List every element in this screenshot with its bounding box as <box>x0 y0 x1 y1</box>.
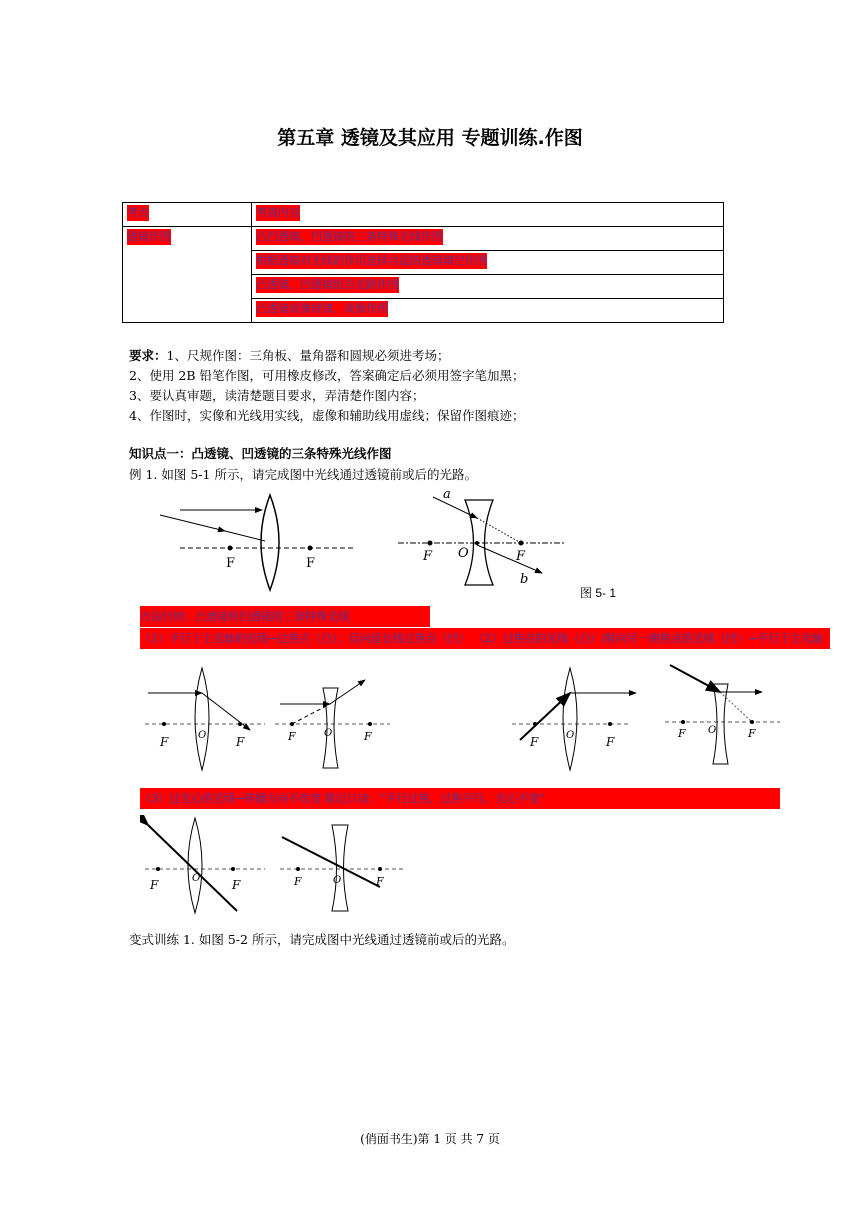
rules-diagram-row-1 <box>140 660 820 780</box>
svg-text:F: F <box>678 727 686 740</box>
table-category-cell: 透镜作图 <box>123 227 252 323</box>
svg-text:F: F <box>236 735 245 749</box>
table-cell: 根据透镜对光线的作用选择合适的透镜填空作图 <box>252 251 724 275</box>
svg-text:O: O <box>458 546 469 561</box>
svg-text:F: F <box>423 549 433 564</box>
table-header-cell: 考查内容 <box>252 203 724 227</box>
svg-text:F: F <box>748 727 756 740</box>
topics-table <box>122 202 724 323</box>
variant-training-1-text: 变式训练 1. 如图 5-2 所示，请完成图中光线通过透镜前或后的光路。 <box>129 932 515 947</box>
requirements-line-4: 4、作图时，实像和光线用实线，虚像和辅助线用虚线；保留作图痕迹； <box>129 408 525 423</box>
svg-text:O: O <box>324 728 333 739</box>
figure-label: 图 5- 1 <box>580 586 617 600</box>
page-footer: (俏面书生)第 1 页 共 7 页 <box>360 1132 500 1146</box>
table-row <box>123 227 724 251</box>
focal-ray <box>225 531 265 541</box>
svg-text:O: O <box>192 873 201 884</box>
svg-text:F: F <box>516 549 526 564</box>
requirements-line-2: 2、使用 2B 铅笔作图，可用橡皮修改，答案确定后必须用签字笔加黑； <box>129 368 525 383</box>
rule-bar-1: （1）平行于主光轴的光线→过焦点（凸）；反向延长线过焦点（凹） （2）过焦点的光线（凸）/射向另一侧焦点的光线（凹）→平行于主光轴 <box>140 628 830 649</box>
requirements-line-1: 要求：1、尺规作图：三角板、量角器和圆规必须进考场； <box>129 348 450 363</box>
svg-text:a: a <box>443 487 451 502</box>
focus-point-right <box>308 546 313 551</box>
svg-text:F: F <box>306 556 316 571</box>
svg-text:F: F <box>294 875 302 888</box>
rules-diagram-row-2 <box>140 815 420 920</box>
svg-text:F: F <box>364 730 372 743</box>
svg-text:F: F <box>232 878 241 892</box>
focus-point-left <box>228 546 233 551</box>
requirements-line-3: 3、要认真审题，读清楚题目要求，弄清楚作图内容； <box>129 388 425 403</box>
ray-b <box>477 545 542 573</box>
svg-text:O: O <box>198 730 207 741</box>
table-cell: 凸透镜成像规律、成像作图 <box>252 299 724 323</box>
rule-bar-2: （3）过光心的光线→传播方向不改变 简记口诀：“平行过焦，过焦平行，光心不变” <box>140 788 780 809</box>
svg-text:F: F <box>288 730 296 743</box>
table-cell: 凸凹透镜、凹透镜的三条特殊光线作图 <box>252 227 724 251</box>
svg-text:F: F <box>376 875 384 888</box>
svg-text:F: F <box>150 878 159 892</box>
svg-text:F: F <box>530 735 539 749</box>
figure-5-1 <box>150 485 810 605</box>
example-1-text: 例 1. 如图 5-1 所示，请完成图中光线通过透镜前或后的光路。 <box>129 467 477 482</box>
table-cell: 凸透镜、凹透镜组合光路作图 <box>252 275 724 299</box>
svg-text:F: F <box>606 735 615 749</box>
convex-lens <box>261 495 279 590</box>
table-row <box>123 203 724 227</box>
page-title: 第五章 透镜及其应用 专题训练.作图 <box>277 127 583 149</box>
svg-text:O: O <box>708 725 717 736</box>
svg-text:O: O <box>566 730 575 741</box>
svg-text:b: b <box>520 572 529 587</box>
knowledge-point-heading: 知识点一：凸透镜、凹透镜的三条特殊光线作图 <box>129 446 392 461</box>
svg-text:F: F <box>226 556 236 571</box>
table-header-cell: 考点 <box>123 203 252 227</box>
method-summary-bar: 方法归纳：凸透镜和凹透镜的三条特殊光线 <box>140 606 430 627</box>
svg-text:O: O <box>333 875 342 886</box>
svg-text:F: F <box>160 735 169 749</box>
